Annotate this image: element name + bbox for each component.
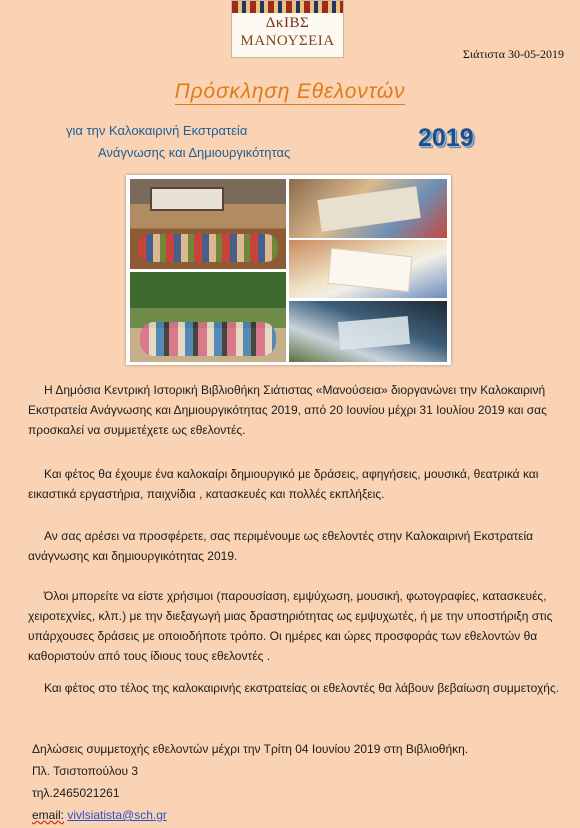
paragraph-certificate-text: Και φέτος στο τέλος της καλοκαιρινής εκστρατείας οι εθελοντές θα λάβουν βεβαίωση συμμετοχής. xyxy=(44,681,560,695)
photo-workshop xyxy=(289,301,447,362)
photo-collage xyxy=(126,175,451,365)
contact-email-row xyxy=(32,804,572,826)
logo-line2: ΜΑΝΟΥΣΕΙΑ xyxy=(240,33,335,49)
photo-drawing xyxy=(289,240,447,298)
paragraph-intro xyxy=(28,380,564,440)
photo-paper xyxy=(327,248,412,292)
photo-reading-room xyxy=(130,179,286,269)
contact-block xyxy=(32,738,572,826)
photo-board xyxy=(150,187,224,211)
contact-address: Πλ. Τσιστοπούλου 3 xyxy=(32,764,139,778)
email-label: email: xyxy=(32,808,65,822)
document-title xyxy=(0,80,580,104)
library-logo xyxy=(231,0,344,58)
photo-children xyxy=(138,234,278,262)
paragraph-invitation xyxy=(28,526,564,566)
contact-phone: τηλ.2465021261 xyxy=(32,786,120,800)
contact-deadline: Δηλώσεις συμμετοχής εθελοντών μέχρι την Τρίτη 04 Ιουνίου 2019 στη Βιβλιοθήκη. xyxy=(32,742,469,756)
title-text: Πρόσκληση Εθελοντών xyxy=(174,80,406,103)
subtitle-line1: για την Καλοκαιρινή Εκστρατεία xyxy=(66,123,248,138)
photo-outdoor-children xyxy=(140,322,276,356)
photo-crafts-table xyxy=(289,179,447,238)
photo-table xyxy=(317,186,420,232)
email-link[interactable]: vivlsiatista@sch.gr xyxy=(67,808,167,822)
subtitle-year: 2019 xyxy=(418,124,474,152)
photo-outdoor xyxy=(130,272,286,362)
paragraph-intro-text: Η Δημόσια Κεντρική Ιστορική Βιβλιοθήκη Σιάτιστας «Μανούσεια» διοργανώνει την Καλοκαιρινή Εκστρατεία Ανάγνωσης και Δημιουργικότητας 2019, από 20 Ιουνίου μέχρι 31 Ιουλίου 2019 και σας προσκαλεί να συμμετέχετε ως εθελοντές. xyxy=(28,383,547,437)
paragraph-roles xyxy=(28,586,564,666)
subtitle-line2: Ανάγνωσης και Δημιουργικότητας xyxy=(98,145,291,160)
paragraph-certificate xyxy=(28,678,564,698)
document-date: Σιάτιστα 30-05-2019 xyxy=(462,47,564,61)
paragraph-activities xyxy=(28,464,564,504)
logo-line1: ΔκΙΒΣ xyxy=(265,15,310,31)
paragraph-roles-text: Όλοι μπορείτε να είστε χρήσιμοι (παρουσίαση, εμψύχωση, μουσική, φωτογραφίες, κατασκευές, χειροτεχνίες, κλπ.) με την διεξαγωγή μιας δραστηριότητας ως εμψυχωτές, ή με την υποστήριξη στις υπάρχουσες δράσεις με οποιοδήποτε τρόπο. Οι ημέρες και ώρες προσφοράς των εθελοντών θα καθοριστούν από τους ίδιους τους εθελοντές . xyxy=(28,589,553,663)
paragraph-invitation-text: Αν σας αρέσει να προσφέρετε, σας περιμένουμε ως εθελοντές στην Καλοκαιρινή Εκστρατεία ανάγνωσης και δημιουργικότητας 2019. xyxy=(28,529,534,563)
paragraph-activities-text: Και φέτος θα έχουμε ένα καλοκαίρι δημιουργικό με δράσεις, αφηγήσεις, μουσικά, θεατρικά και εικαστικά εργαστήρια, παιχνίδια , κατασκευές και πολλές εκπλήξεις. xyxy=(28,467,539,501)
logo-pattern xyxy=(232,1,343,13)
photo-sheet xyxy=(338,316,410,350)
